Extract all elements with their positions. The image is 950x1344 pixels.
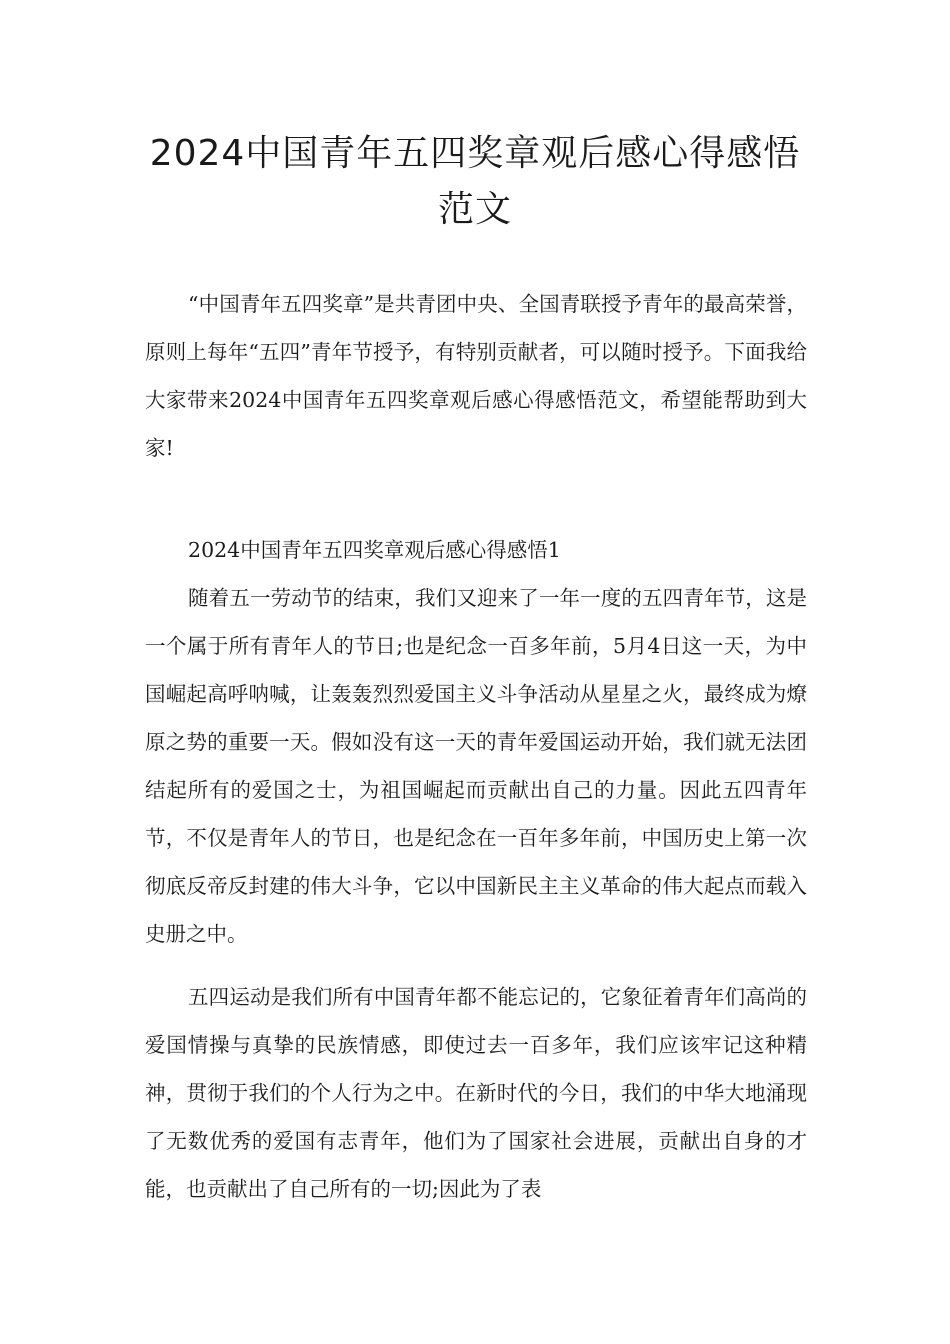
document-title [140,126,810,238]
body-paragraph-2: 五四运动是我们所有中国青年都不能忘记的，它象征着青年们高尚的爱国情操与真挚的民族情感，即使过去一百多年，我们应该牢记这种精神，贯彻于我们的个人行为之中。在新时代的今日，我们的中华大地涌现了无数优秀的爱国有志青年，他们为了国家社会进展，贡献出自身的才能，也贡献出了自己所有的一切;因此为了表 [145,985,807,1201]
section-heading: 2024中国青年五四奖章观后感心得感悟1 [188,538,561,562]
title-line-2: 范文 [437,189,512,230]
intro-paragraph: “中国青年五四奖章”是共青团中央、全国青联授予青年的最高荣誉，原则上每年“五四”青年节授予，有特别贡献者，可以随时授予。下面我给大家带来2024中国青年五四奖章观后感心得感悟范文，希望能帮助到大家! [145,292,807,460]
body-paragraph-1: 随着五一劳动节的结束，我们又迎来了一年一度的五四青年节，这是一个属于所有青年人的节日;也是纪念一百多年前，5月4日这一天，为中国崛起高呼呐喊，让轰轰烈烈爱国主义斗争活动从星星之火，最终成为燎原之势的重要一天。假如没有这一天的青年爱国运动开始，我们就无法团结起所有的爱国之士，为祖国崛起而贡献出自己的力量。因此五四青年节，不仅是青年人的节日，也是纪念在一百年多年前，中国历史上第一次彻底反帝反封建的伟大斗争，它以中国新民主主义革命的伟大起点而载入史册之中。 [145,586,807,946]
title-line-1: 2024中国青年五四奖章观后感心得感悟 [149,133,801,174]
